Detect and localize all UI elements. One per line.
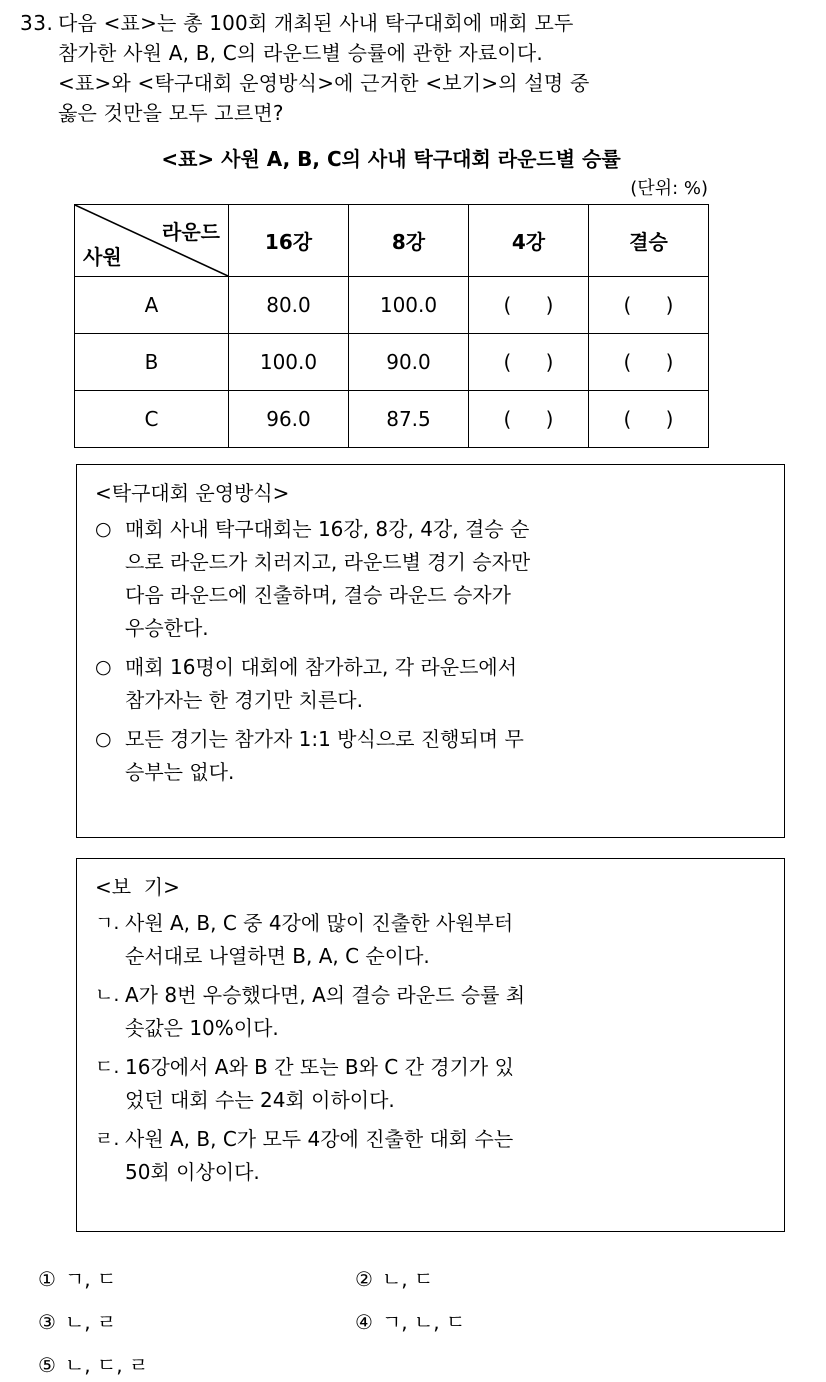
question-number: 33. [20, 11, 54, 35]
cell-blank: ( ) [589, 391, 709, 448]
cell-value: 96.0 [229, 391, 349, 448]
rule-line: 매회 사내 탁구대회는 16강, 8강, 4강, 결승 순 [125, 517, 530, 541]
statement-item-a [95, 907, 784, 973]
rule-line: 으로 라운드가 치러지고, 라운드별 경기 승자만 [125, 550, 531, 574]
option-marker-1: ① [38, 1267, 56, 1291]
answer-option-1[interactable] [38, 1266, 116, 1292]
option-text-4: ㄱ, ㄴ, ㄷ [381, 1310, 466, 1334]
corner-label-employee: 사원 [83, 245, 122, 269]
circle-bullet-icon: ○ [95, 656, 112, 678]
answer-option-2[interactable] [355, 1266, 433, 1292]
statement-line: 사원 A, B, C 중 4강에 많이 진출한 사원부터 [125, 911, 514, 935]
rule-line: 다음 라운드에 진출하며, 결승 라운드 승자가 [125, 583, 511, 607]
rule-line: 우승한다. [125, 616, 209, 640]
statement-label: ㄷ. [95, 1056, 120, 1078]
rule-line: 매회 16명이 대회에 참가하고, 각 라운드에서 [125, 655, 518, 679]
statement-item-d [95, 1123, 784, 1189]
option-text-5: ㄴ, ㄷ, ㄹ [64, 1353, 149, 1377]
question-line: 참가한 사원 A, B, C의 라운드별 승률에 관한 자료이다. [58, 41, 543, 65]
statements-box [76, 858, 785, 1232]
rule-item [95, 723, 784, 789]
table-corner-cell [75, 205, 229, 277]
column-header: 결승 [589, 205, 709, 277]
statement-item-b [95, 979, 784, 1045]
answer-option-3[interactable] [38, 1309, 116, 1335]
win-rate-table [74, 204, 709, 448]
table-row [75, 391, 709, 448]
tournament-rules-box [76, 464, 785, 838]
option-text-3: ㄴ, ㄹ [64, 1310, 117, 1334]
corner-label-round: 라운드 [162, 220, 220, 244]
circle-bullet-icon: ○ [95, 728, 112, 750]
cell-value: 80.0 [229, 277, 349, 334]
option-text-2: ㄴ, ㄷ [381, 1267, 434, 1291]
row-label: A [75, 277, 229, 334]
rule-item [95, 513, 784, 645]
table-unit-label: (단위: %) [630, 178, 708, 199]
statement-item-c [95, 1051, 784, 1117]
statements-box-title: <보 기> [95, 875, 180, 899]
table-title: <표> 사원 A, B, C의 사내 탁구대회 라운드별 승률 [161, 147, 621, 171]
question-stem [20, 8, 810, 128]
answer-choices [0, 1252, 826, 1382]
question-line: <표>와 <탁구대회 운영방식>에 근거한 <보기>의 설명 중 [58, 71, 590, 95]
cell-blank: ( ) [469, 334, 589, 391]
table-row [75, 334, 709, 391]
statement-line: 솟값은 10%이다. [125, 1016, 279, 1040]
statement-line: A가 8번 우승했다면, A의 결승 라운드 승률 최 [125, 983, 526, 1007]
statement-line: 16강에서 A와 B 간 또는 B와 C 간 경기가 있 [125, 1055, 514, 1079]
question-text [58, 8, 810, 128]
table-header-row [75, 205, 709, 277]
statement-line: 었던 대회 수는 24회 이하이다. [125, 1088, 395, 1112]
cell-blank: ( ) [589, 277, 709, 334]
column-header: 8강 [349, 205, 469, 277]
cell-blank: ( ) [469, 277, 589, 334]
statement-line: 순서대로 나열하면 B, A, C 순이다. [125, 944, 430, 968]
circle-bullet-icon: ○ [95, 518, 112, 540]
rule-line: 참가자는 한 경기만 치른다. [125, 688, 363, 712]
answer-option-5[interactable] [38, 1352, 148, 1378]
statement-label: ㄹ. [95, 1128, 120, 1150]
option-text-1: ㄱ, ㄷ [64, 1267, 117, 1291]
answer-option-4[interactable] [355, 1309, 465, 1335]
question-line: 옳은 것만을 모두 고르면? [58, 101, 284, 125]
option-marker-2: ② [355, 1267, 373, 1291]
rules-box-title: <탁구대회 운영방식> [95, 481, 290, 505]
column-header: 4강 [469, 205, 589, 277]
cell-value: 100.0 [229, 334, 349, 391]
question-line: 다음 <표>는 총 100회 개최된 사내 탁구대회에 매회 모두 [58, 11, 574, 35]
column-header: 16강 [229, 205, 349, 277]
cell-value: 90.0 [349, 334, 469, 391]
cell-blank: ( ) [469, 391, 589, 448]
statement-line: 50회 이상이다. [125, 1160, 260, 1184]
rule-line: 모든 경기는 참가자 1:1 방식으로 진행되며 무 [125, 727, 524, 751]
rule-line: 승부는 없다. [125, 760, 235, 784]
row-label: B [75, 334, 229, 391]
table-row [75, 277, 709, 334]
option-marker-3: ③ [38, 1310, 56, 1334]
cell-blank: ( ) [589, 334, 709, 391]
cell-value: 87.5 [349, 391, 469, 448]
statement-label: ㄴ. [95, 984, 120, 1006]
row-label: C [75, 391, 229, 448]
cell-value: 100.0 [349, 277, 469, 334]
statement-label: ㄱ. [95, 912, 120, 934]
option-marker-5: ⑤ [38, 1353, 56, 1377]
option-marker-4: ④ [355, 1310, 373, 1334]
statement-line: 사원 A, B, C가 모두 4강에 진출한 대회 수는 [125, 1127, 514, 1151]
rule-item [95, 651, 784, 717]
